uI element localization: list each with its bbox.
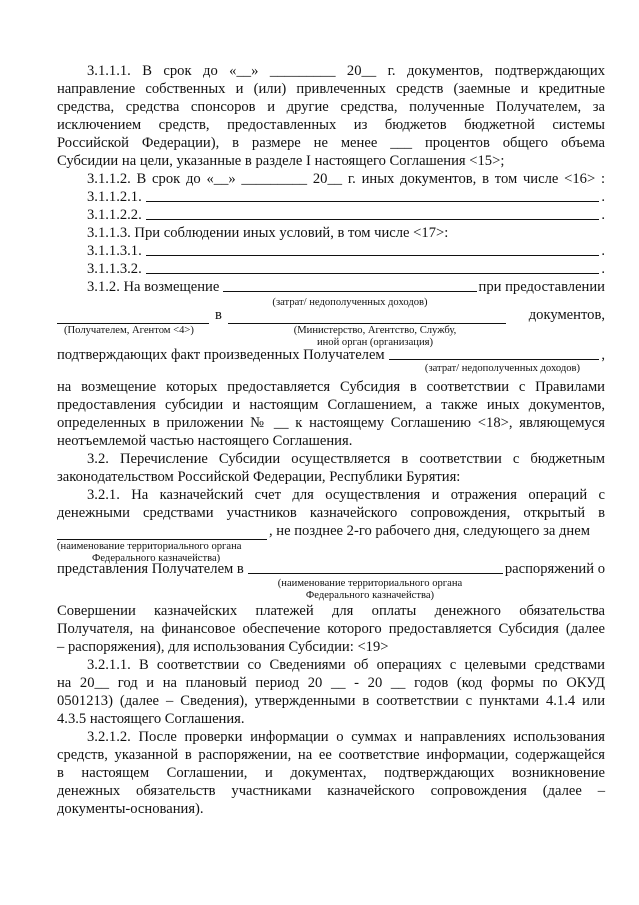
clause-3-2-1-line-3 [57,522,605,540]
line-end-period: . [601,189,605,205]
clause-3-2-1-2-line-5: документы-основания). [57,801,204,817]
clause-3-1-2-line-7: неотъемлемой частью настоящего Соглашения. [57,433,353,449]
clause-3-1-1-3-2-row [87,260,605,278]
clause-3-2-1-line-4-right: распоряжений о [504,561,605,577]
caption-treasury-1: (наименование территориального органа [57,541,242,552]
blank-line [389,358,600,360]
clause-3-1-1-1-line-3: средства, средства спонсоров и другие средства, полученные Получателем, за [57,99,605,115]
clause-3-1-1-3-2-label: 3.1.1.3.2. [87,261,142,277]
clause-3-1-1-2-1-row [87,188,605,206]
clause-3-2-1-2-line-4: денежных обязательств участниками казначейского сопровождения (далее – [57,783,605,799]
clause-3-1-2-line-5: предоставления субсидии и настоящим Соглашением, а также иных документов, [57,397,605,413]
clause-3-2-line-2: законодательством Российской Федерации, Республики Бурятия: [57,469,461,485]
caption-treasury-3: (наименование территориального органа [277,578,463,589]
clause-3-2-1-line-5: Совершении казначейских платежей для оплаты денежного обязательства [57,603,605,619]
clause-3-2-1-2-line-2: средств, указанной в распоряжении, на ее соответствие информации, содержащейся [57,747,605,763]
clause-3-1-1-1-line-2: направление собственных и (или) привлеченных средств (заемные и кредитные [57,81,605,97]
blank-line [223,290,476,292]
caption-recipient: (Получателем, Агентом <4>) [64,325,194,336]
clause-3-1-1-2-2-row [87,206,605,224]
clause-3-2-1-line-7: – распоряжения), для использования Субсидии: <19> [57,639,389,655]
clause-3-1-1-3-1-label: 3.1.1.3.1. [87,243,142,259]
clause-3-2-1-line-3-text: , не позднее 2-го рабочего дня, следующего за днем [269,523,590,539]
caption-treasury-4: Федерального казначейства) [305,590,435,601]
clause-3-1-1-3-1-row [87,242,605,260]
line-end-period: . [601,207,605,223]
blank-line [146,272,600,274]
clause-3-2-1-line-6: Получателя, на финансовое обеспечение которого предоставляется Субсидия (далее [57,621,605,637]
clause-3-1-1-2-line-1: 3.1.1.2. В срок до «__» _________ 20__ г. иных документов, в том числе <16> : [87,171,605,187]
caption-ministry-1: (Министерство, Агентство, Службу, [293,325,457,336]
blank-recipient [57,310,209,324]
clause-3-1-1-2-1-label: 3.1.1.2.1. [87,189,142,205]
clause-3-1-1-1-line-1: 3.1.1.1. В срок до «__» _________ 20__ г. документов, подтверждающих [87,63,605,79]
clause-3-2-1-line-4 [57,560,605,578]
clause-3-2-1-line-4-left: представления Получателем в [57,561,244,577]
clause-3-2-line-1: 3.2. Перечисление Субсидии осуществляется в соответствии с бюджетным [87,451,605,467]
caption-costs: (затрат/ недополученных доходов) [272,297,428,308]
clause-3-1-2-line-6: определенных в приложении № __ к настоящему Соглашению <18>, являющемуся [57,415,605,431]
clause-3-2-1-1-line-1: 3.2.1.1. В соответствии со Сведениями об операциях с целевыми средствами [87,657,605,673]
word-documents: документов, [528,307,605,323]
clause-3-1-1-3-line-1: 3.1.1.3. При соблюдении иных условий, в том числе <17>: [87,225,449,241]
blank-line [146,254,600,256]
caption-ministry-2: иной орган (организация) [316,337,434,348]
clause-3-1-2-line-3 [57,346,605,364]
clause-3-1-1-2-2-label: 3.1.1.2.2. [87,207,142,223]
line-end-comma: , [601,347,605,363]
clause-3-2-1-2-line-1: 3.2.1.2. После проверки информации о суммах и направлениях использования [87,729,605,745]
blank-treasury-body [57,526,267,540]
clause-3-2-1-line-2: денежными средствами участников казначейского сопровождения, открытый в [57,505,605,521]
clause-3-1-1-1-line-6: Субсидии на цели, указанные в разделе I настоящего Соглашения <15>; [57,153,505,169]
clause-3-1-2-line-3-text: подтверждающих факт произведенных Получателем [57,347,385,363]
clause-3-1-2-row [87,278,605,296]
line-end-period: . [601,261,605,277]
clause-3-2-1-2-line-3: в настоящем Соглашении, и документах, подтверждающих возникновение [57,765,605,781]
clause-3-1-1-1-line-5: Российской Федерации), в размере не менее ___ процентов общего объема [57,135,605,151]
clause-3-2-1-1-line-3: 0501213) (далее – Сведения), утвержденными в соответствии с пунктами 4.1.4 или [57,693,605,709]
clause-3-1-1-1-line-4: исключением средств, предоставленных из бюджетов бюджетной системы [57,117,605,133]
caption-treasury-2: Федерального казначейства) [92,553,221,564]
word-v: в [215,307,222,323]
blank-ministry [228,310,506,324]
clause-3-1-2-line-2 [57,306,605,324]
clause-3-2-1-1-line-2: на 20__ год и на плановый период 20 __ - 20 __ годов (код формы по ОКУД [57,675,605,691]
clause-3-1-2-right: при предоставлении [478,279,605,295]
line-end-period: . [601,243,605,259]
clause-3-1-2-label: 3.1.2. На возмещение [87,279,220,295]
caption-costs-2: (затрат/ недополученных доходов) [424,363,581,374]
clause-3-2-1-line-1: 3.2.1. На казначейский счет для осуществления и отражения операций с [87,487,605,503]
clause-3-1-2-line-4: на возмещение которых предоставляется Субсидия в соответствии с Правилами [57,379,605,395]
blank-line [248,572,503,574]
blank-line [146,218,600,220]
blank-line [146,200,600,202]
clause-3-2-1-1-line-4: 4.3.5 настоящего Соглашения. [57,711,245,727]
